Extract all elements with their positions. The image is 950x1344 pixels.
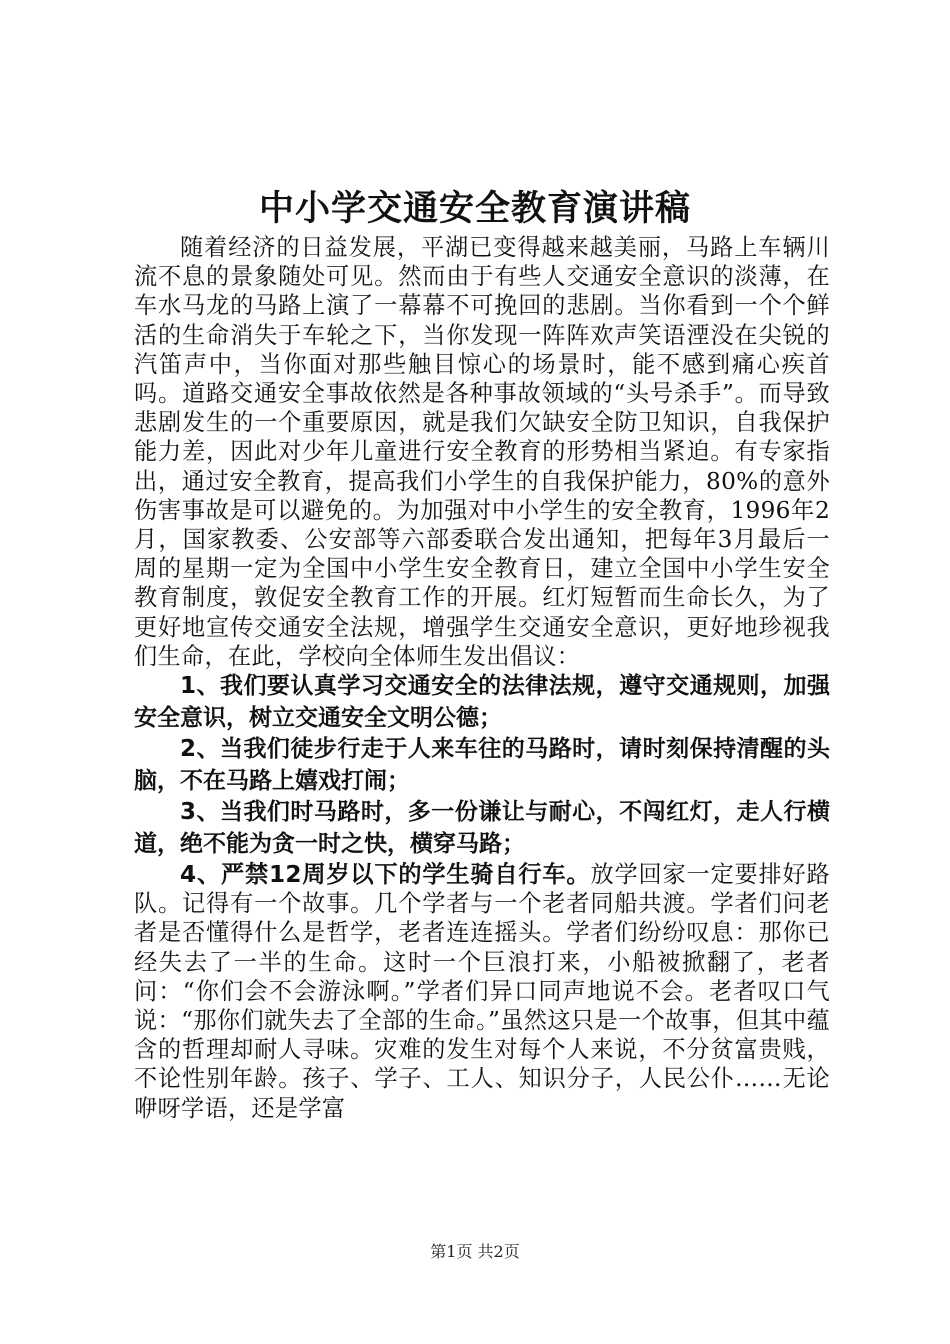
page-number: 第1页 共2页 bbox=[430, 1242, 520, 1261]
proposal-item-4-text: 放学回家一定要排好路队。记得有一个故事。几个学者与一个老者同船共渡。学者们问老者是否懂得什么是哲学，老者连连摇头。学者们纷纷叹息：那你已经失去了一半的生命。这时一个巨浪打来，小船被掀翻了，老者问：“你们会不会游泳啊。”学者们异口同声地说不会。老者叹口气说：“那你们就失去了全部的生命。”虽然这只是一个故事，但其中蕴含的哲理却耐人寻味。灾难的发生对每个人来说，不分贫富贵贱，不论性别年龄。孩子、学子、工人、知识分子，人民公仆……无论咿呀学语，还是学富 bbox=[134, 861, 831, 1122]
document-title: 中小学交通安全教育演讲稿 bbox=[258, 188, 691, 229]
proposal-item-1: 1、我们要认真学习交通安全的法律法规，遵守交通规则，加强安全意识，树立交通安全文明公德； bbox=[134, 673, 830, 731]
document-body bbox=[134, 233, 830, 1123]
proposal-item-4 bbox=[134, 860, 830, 1123]
proposal-item-2: 2、当我们徒步行走于人来车往的马路时，请时刻保持清醒的头脑，不在马路上嬉戏打闹； bbox=[134, 736, 830, 794]
proposal-item-4-heading: 4、严禁12周岁以下的学生骑自行车。 bbox=[180, 861, 591, 889]
intro-paragraph: 随着经济的日益发展，平湖已变得越来越美丽，马路上车辆川流不息的景象随处可见。然而由于有些人交通安全意识的淡薄，在车水马龙的马路上演了一幕幕不可挽回的悲剧。当你看到一个个鲜活的生命消失于车轮之下，当你发现一阵阵欢声笑语湮没在尖锐的汽笛声中，当你面对那些触目惊心的场景时，能不感到痛心疾首吗。道路交通安全事故依然是各种事故领域的“头号杀手”。而导致悲剧发生的一个重要原因，就是我们欠缺安全防卫知识，自我保护能力差，因此对少年儿童进行安全教育的形势相当紧迫。有专家指出，通过安全教育，提高我们小学生的自我保护能力，80%的意外伤害事故是可以避免的。为加强对中小学生的安全教育，1996年2月，国家教委、公安部等六部委联合发出通知，把每年3月最后一周的星期一定为全国中小学生安全教育日，建立全国中小学生安全教育制度，敦促安全教育工作的开展。红灯短暂而生命长久，为了更好地宣传交通安全法规，增强学生交通安全意识，更好地珍视我们生命，在此，学校向全体师生发出倡议： bbox=[134, 234, 830, 670]
proposal-item-3: 3、当我们时马路时，多一份谦让与耐心，不闯红灯，走人行横道，绝不能为贪一时之快，横穿马路； bbox=[134, 799, 830, 857]
